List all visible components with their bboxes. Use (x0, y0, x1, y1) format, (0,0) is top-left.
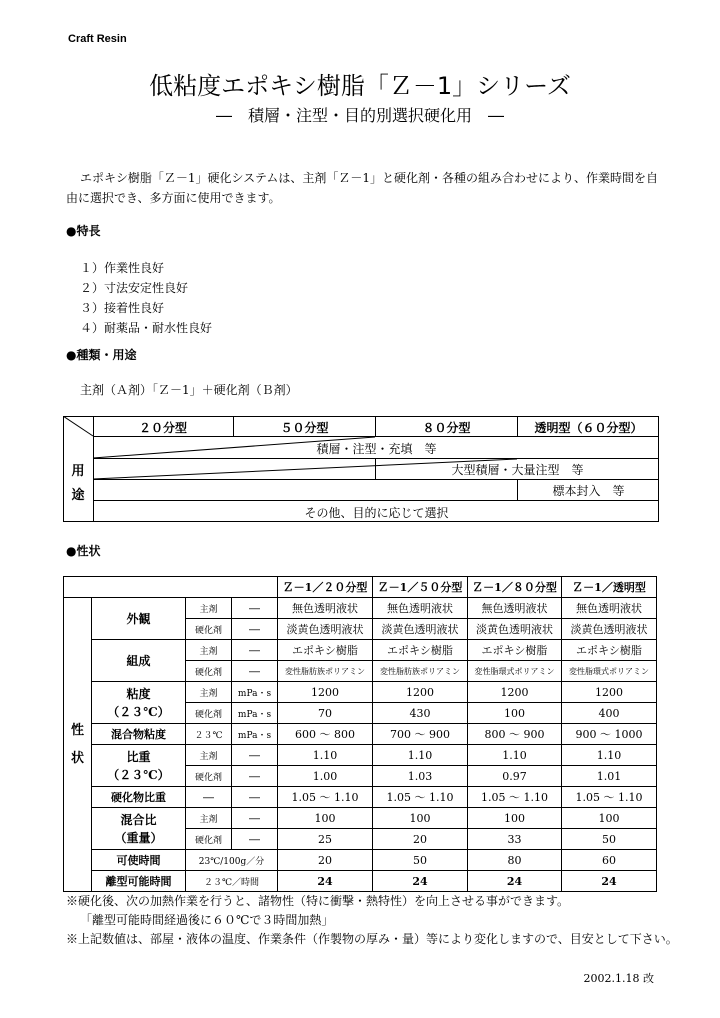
props-side-label-2: 状 (70, 750, 84, 766)
props-col-header: Ｚ－1／２０分型 (278, 577, 373, 598)
props-side-label (64, 598, 92, 892)
row-sub-label: 硬化剤 (186, 661, 232, 682)
row-sub-label: ― (186, 787, 232, 808)
row-sub-label: 硬化剤 (186, 703, 232, 724)
row-sub-label: 主剤 (186, 682, 232, 703)
usage-row-2: 大型積層・大量注型 等 (451, 463, 584, 477)
table-cell: 430 (373, 703, 468, 724)
features-list (80, 258, 212, 338)
table-cell: 無色透明液状 (373, 598, 468, 619)
table-cell: 1200 (468, 682, 562, 703)
row-unit: ― (232, 640, 278, 661)
props-col-header: Ｚ－1／透明型 (562, 577, 657, 598)
table-row (64, 850, 657, 871)
table-cell: 変性脂肪族ポリアミン (373, 661, 468, 682)
row-unit: ― (232, 829, 278, 850)
table-row (64, 598, 657, 619)
table-cell: 400 (562, 703, 657, 724)
table-row (64, 745, 657, 766)
intro-paragraph (66, 168, 666, 208)
row-sub-label: ２３℃ (186, 724, 232, 745)
table-cell: 淡黄色透明液状 (278, 619, 373, 640)
table-cell: 淡黄色透明液状 (468, 619, 562, 640)
row-unit: mPa・s (232, 682, 278, 703)
table-cell: 60 (562, 850, 657, 871)
row-unit: ― (232, 808, 278, 829)
note-2: 「離型可能時間経過後に６０℃で３時間加熱」 (80, 913, 334, 927)
table-cell: 24 (562, 871, 657, 892)
table-cell: 1.01 (562, 766, 657, 787)
table-cell: 1.10 (562, 745, 657, 766)
table-cell: 33 (468, 829, 562, 850)
feature-item: ２）寸法安定性良好 (80, 281, 189, 295)
row-unit: ― (232, 619, 278, 640)
table-cell: 600 ～ 800 (278, 724, 373, 745)
row-group-label-2: （重量） (114, 830, 163, 845)
usage-heading: ●種類・用途 (66, 348, 137, 362)
table-cell: 変性脂肪族ポリアミン (278, 661, 373, 682)
row-unit: mPa・s (232, 703, 278, 724)
row-sub-label: 主剤 (186, 808, 232, 829)
row-label: 可使時間 (92, 850, 186, 871)
revision-date: 2002.1.18 改 (583, 972, 654, 985)
table-cell: 1200 (278, 682, 373, 703)
row-group-label-1: 粘度 (126, 686, 151, 701)
row-label: 混合物粘度 (92, 724, 186, 745)
usage-row-3: 標本封入 等 (552, 484, 625, 498)
table-cell: 1200 (373, 682, 468, 703)
row-sub-label: 硬化剤 (186, 766, 232, 787)
table-cell: 50 (373, 850, 468, 871)
row-label: 硬化物比重 (92, 787, 186, 808)
table-cell: 無色透明液状 (278, 598, 373, 619)
row-unit: ― (232, 661, 278, 682)
row-unit: ― (232, 598, 278, 619)
page-title: 低粘度エポキシ樹脂「Ｚ－1」シリーズ (149, 72, 571, 100)
usage-type-20: ２０分型 (138, 421, 187, 435)
table-cell: 1.10 (278, 745, 373, 766)
table-cell: エポキシ樹脂 (468, 640, 562, 661)
brand-name: Craft Resin (68, 33, 127, 45)
table-cell: 100 (468, 703, 562, 724)
props-header-blank (64, 577, 278, 598)
table-cell: 1.05 ～ 1.10 (562, 787, 657, 808)
props-side-label-1: 性 (70, 722, 84, 738)
note-1: ※硬化後、次の加熱作業を行うと、諸物性（特に衝撃・熱特性）を向上させる事ができます。 (66, 894, 570, 908)
row-group-label (92, 682, 186, 724)
row-sub-label: 硬化剤 (186, 619, 232, 640)
table-row (64, 871, 657, 892)
intro-line-1: エポキシ樹脂「Ｚ－1」硬化システムは、主剤「Ｚ－1」と硬化剤・各種の組み合わせにより、作業時間を自 (80, 171, 658, 185)
row-label: 離型可能時間 (92, 871, 186, 892)
table-cell: エポキシ樹脂 (278, 640, 373, 661)
row-group-label-2: （２３℃） (107, 767, 170, 782)
table-cell: 0.97 (468, 766, 562, 787)
table-cell: 900 ～ 1000 (562, 724, 657, 745)
table-cell: 1.05 ～ 1.10 (278, 787, 373, 808)
table-cell: 100 (468, 808, 562, 829)
row-group-label: 組成 (92, 640, 186, 682)
props-heading: ●性状 (66, 544, 101, 558)
page-subtitle: ― 積層・注型・目的別選択硬化用 ― (215, 106, 504, 125)
row-sub-label: 主剤 (186, 640, 232, 661)
table-cell: 100 (278, 808, 373, 829)
table-row (64, 724, 657, 745)
table-cell: 1.00 (278, 766, 373, 787)
feature-item: １）作業性良好 (80, 261, 165, 275)
usage-row-1: 積層・注型・充填 等 (316, 442, 437, 456)
table-cell: 20 (373, 829, 468, 850)
table-row (64, 682, 657, 703)
table-cell: 1.03 (373, 766, 468, 787)
table-cell: 800 ～ 900 (468, 724, 562, 745)
usage-type-80: ８０分型 (422, 421, 471, 435)
usage-row-4: その他、目的に応じて選択 (304, 506, 449, 520)
props-col-header: Ｚ－1／８０分型 (468, 577, 562, 598)
usage-side-label-1: 用 (71, 464, 85, 479)
usage-type-clear: 透明型（６０分型） (534, 421, 643, 435)
table-cell: 淡黄色透明液状 (562, 619, 657, 640)
usage-table (63, 416, 659, 522)
table-cell: 無色透明液状 (562, 598, 657, 619)
table-row (64, 640, 657, 661)
table-cell: 24 (373, 871, 468, 892)
row-unit: ― (232, 745, 278, 766)
row-unit: mPa・s (232, 724, 278, 745)
row-sub-label: 主剤 (186, 598, 232, 619)
table-cell: 24 (468, 871, 562, 892)
row-group-label-2: （２３℃） (107, 704, 170, 719)
table-cell: 100 (373, 808, 468, 829)
row-sub-label: 硬化剤 (186, 829, 232, 850)
table-cell: 無色透明液状 (468, 598, 562, 619)
intro-line-2: 由に選択でき、多方面に使用できます。 (66, 191, 281, 205)
row-group-label-1: 比重 (126, 749, 151, 764)
row-sub-unit: 23℃/100g／分 (186, 850, 278, 871)
usage-side-label-2: 途 (71, 488, 85, 503)
props-header-row (64, 577, 657, 598)
formula-text: 主剤（Ａ剤）「Ｚ－1」＋硬化剤（Ｂ剤） (80, 383, 298, 397)
table-cell: 1.10 (468, 745, 562, 766)
row-group-label (92, 808, 186, 850)
row-unit: ― (232, 766, 278, 787)
row-sub-unit: ２３℃／時間 (186, 871, 278, 892)
row-group-label-1: 混合比 (120, 812, 157, 827)
row-sub-label: 主剤 (186, 745, 232, 766)
usage-type-50: ５０分型 (280, 421, 329, 435)
table-cell: 100 (562, 808, 657, 829)
table-cell: 70 (278, 703, 373, 724)
table-cell: 淡黄色透明液状 (373, 619, 468, 640)
feature-item: ３）接着性良好 (80, 301, 165, 315)
table-cell: 25 (278, 829, 373, 850)
table-cell: 変性脂環式ポリアミン (468, 661, 562, 682)
table-cell: 80 (468, 850, 562, 871)
table-cell: エポキシ樹脂 (373, 640, 468, 661)
table-cell: 20 (278, 850, 373, 871)
note-3: ※上記数値は、部屋・液体の温度、作業条件（作製物の厚み・量）等により変化しますので、目安として下さい。 (66, 932, 678, 946)
table-cell: 1.05 ～ 1.10 (373, 787, 468, 808)
row-group-label (92, 745, 186, 787)
properties-table (63, 576, 657, 892)
table-cell: 50 (562, 829, 657, 850)
table-cell: エポキシ樹脂 (562, 640, 657, 661)
row-group-label: 外観 (92, 598, 186, 640)
table-cell: 1.05 ～ 1.10 (468, 787, 562, 808)
table-row (64, 787, 657, 808)
table-cell: 1200 (562, 682, 657, 703)
table-cell: 700 ～ 900 (373, 724, 468, 745)
row-unit: ― (232, 787, 278, 808)
features-heading: ●特長 (66, 224, 101, 238)
table-cell: 1.10 (373, 745, 468, 766)
feature-item: ４）耐薬品・耐水性良好 (80, 321, 213, 335)
table-row (64, 808, 657, 829)
table-cell: 24 (278, 871, 373, 892)
table-cell: 変性脂環式ポリアミン (562, 661, 657, 682)
props-col-header: Ｚ－1／５０分型 (373, 577, 468, 598)
